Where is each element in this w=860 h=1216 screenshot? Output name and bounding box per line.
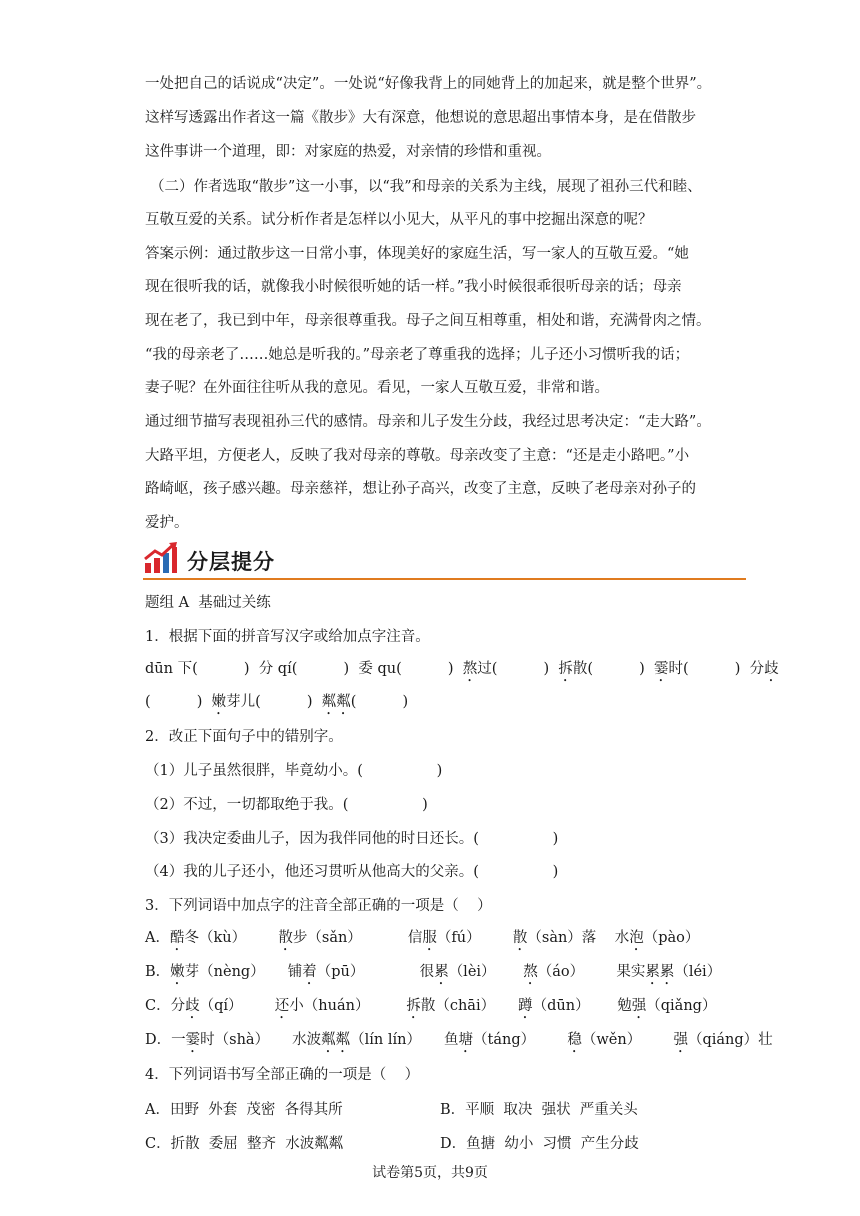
answer-line: 妻子呢？在外面往往听从我的意见。看见，一家人互敬互爱，非常和谐。 bbox=[145, 380, 609, 396]
correction-item: （4）我的儿子还小，他还习贯听从他高大的父亲。( ) bbox=[145, 864, 559, 880]
question-line: 互敬互爱的关系。试分析作者是怎样以小见大，从平凡的事中挖掘出深意的呢？ bbox=[145, 212, 653, 228]
question-stem: 4．下列词语书写全部正确的一项是（ ） bbox=[145, 1067, 420, 1083]
correction-item: （2）不过，一切都取绝于我。( ) bbox=[145, 797, 428, 813]
text-line: 一处把自己的话说成“决定”。一处说“好像我背上的同她背上的加起来，就是整个世界”。 bbox=[145, 76, 712, 92]
answer-line: 通过细节描写表现祖孙三代的感情。母亲和儿子发生分歧，我经过思考决定：“走大路”。 bbox=[145, 414, 711, 430]
question-line: （二）作者选取“散步”这一小事，以“我”和母亲的关系为主线，展现了祖孙三代和睦、 bbox=[150, 179, 702, 195]
choice-a: A．田野 外套 茂密 各得其所 bbox=[145, 1102, 343, 1118]
choice-d: D．鱼搪 幼小 习惯 产生分歧 bbox=[440, 1136, 639, 1152]
answer-line: 现在很听我的话，就像我小时候很听她的话一样。”我小时候很乖很听母亲的话；母亲 bbox=[145, 279, 682, 295]
answer-line: “我的母亲老了……她总是听我的。”母亲老了尊重我的选择；儿子还小习惯听我的话； bbox=[145, 347, 690, 363]
section-header bbox=[143, 538, 746, 580]
choice-b: B．嫩芽（nèng） 铺着（pū） 很累（lèi） 熬（áo） 果实累累（léi） bbox=[145, 964, 722, 980]
correction-item: （3）我决定委曲儿子，因为我伴同他的时日还长。( ) bbox=[145, 831, 559, 847]
group-title: 题组 A 基础过关练 bbox=[145, 595, 271, 611]
question-stem: 3．下列词语中加点字的注音全部正确的一项是（ ） bbox=[145, 898, 492, 914]
answer-line: 爱护。 bbox=[145, 515, 189, 531]
answer-line: 答案示例：通过散步这一日常小事，体现美好的家庭生活，写一家人的互敬互爱。“她 bbox=[145, 246, 689, 262]
page-footer: 试卷第5页，共9页 bbox=[372, 1165, 488, 1181]
choice-d: D．一霎时（shà） 水波粼粼（lín lín） 鱼塘（táng） 稳（wěn） 强（qiáng）壮 bbox=[145, 1032, 773, 1048]
rising-chart-icon bbox=[143, 541, 179, 575]
section-title: 分层提分 bbox=[187, 550, 275, 574]
text-line: 这件事讲一个道理，即：对家庭的热爱，对亲情的珍惜和重视。 bbox=[145, 144, 551, 160]
answer-line: 路崎岖，孩子感兴趣。母亲慈祥，想让孙子高兴，改变了主意，反映了老母亲对孙子的 bbox=[145, 481, 696, 497]
pinyin-line: dūn 下( ) 分 qí( ) 委 qu( ) 熬过( ) 拆散( ) 霎时( ) 分歧 bbox=[145, 661, 779, 677]
question-stem: 2．改正下面句子中的错别字。 bbox=[145, 729, 343, 745]
pinyin-line: ( ) 嫩芽儿( ) 粼粼( ) bbox=[145, 694, 409, 710]
choice-a: A．酷冬（kù） 散步（sǎn） 信服（fú） 散（sàn）落 水泡（pào） bbox=[145, 930, 700, 946]
answer-line: 大路平坦，方便老人，反映了我对母亲的尊敬。母亲改变了主意：“还是走小路吧。”小 bbox=[145, 448, 690, 464]
text-line: 这样写透露出作者这一篇《散步》大有深意，他想说的意思超出事情本身，是在借散步 bbox=[145, 110, 696, 126]
choice-c: C．折散 委屈 整齐 水波粼粼 bbox=[145, 1136, 344, 1152]
answer-line: 现在老了，我已到中年，母亲很尊重我。母子之间互相尊重，相处和谐，充满骨肉之情。 bbox=[145, 313, 711, 329]
choice-c: C．分歧（qí） 还小（huán） 拆散（chāi） 蹲（dūn） 勉强（qiǎng） bbox=[145, 998, 717, 1014]
choice-b: B．平顺 取决 强状 严重关头 bbox=[440, 1102, 638, 1118]
question-stem: 1．根据下面的拼音写汉字或给加点字注音。 bbox=[145, 629, 430, 645]
section-rule bbox=[143, 578, 746, 580]
correction-item: （1）儿子虽然很胖，毕竟幼小。( ) bbox=[145, 763, 443, 779]
